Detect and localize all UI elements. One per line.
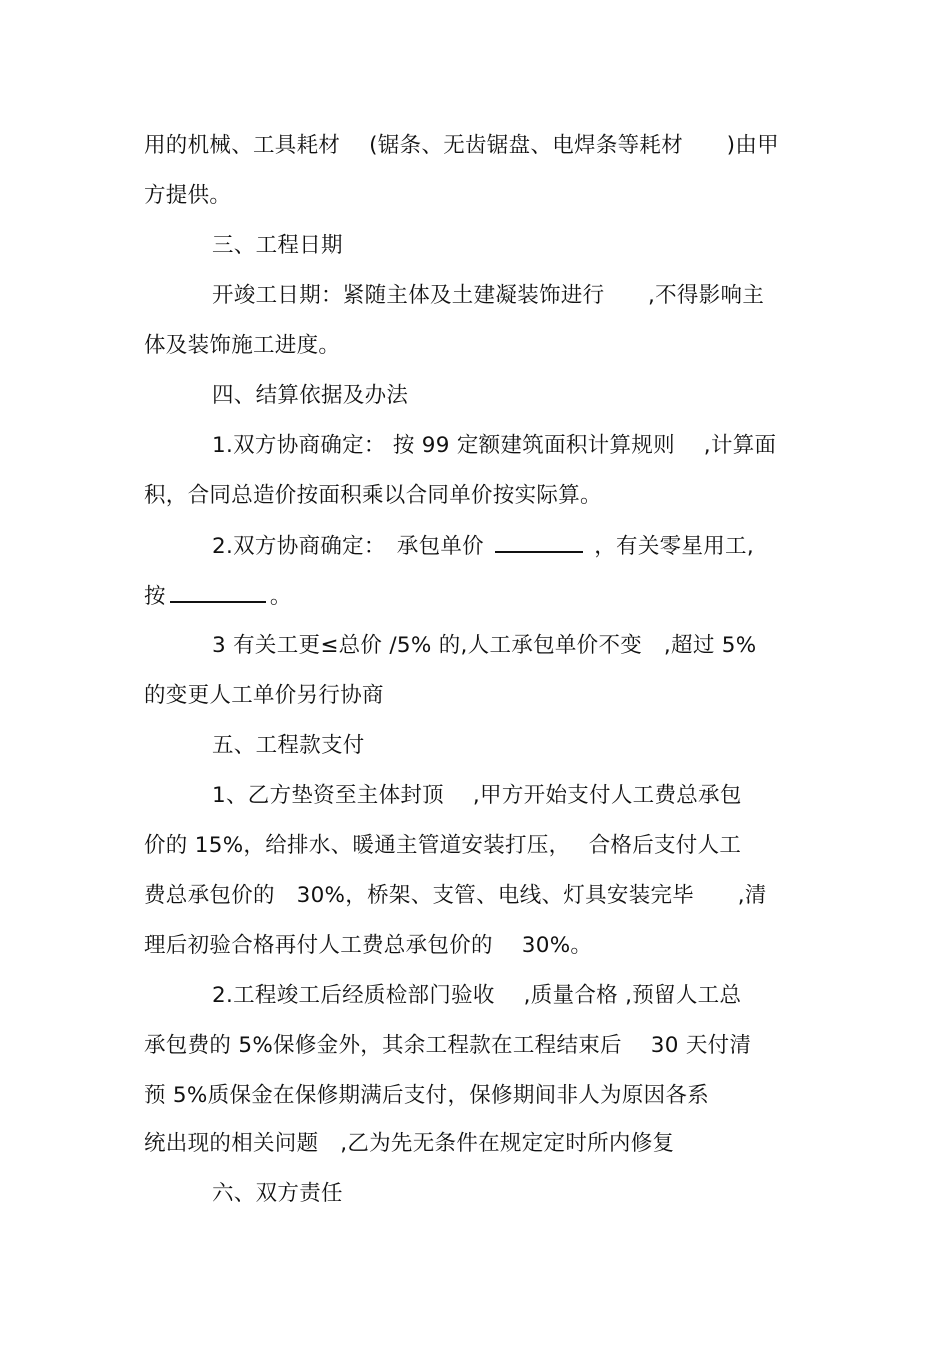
paragraph-line: 方提供。 <box>144 183 232 208</box>
unit-price-blank <box>495 531 583 553</box>
paragraph-line: 体及装饰施工进度。 <box>144 333 341 358</box>
paragraph-line: 的变更人工单价另行协商 <box>144 683 384 708</box>
section-heading-settlement: 四、结算依据及办法 <box>212 383 409 408</box>
paragraph-line: 预 5%质保金在保修期满后支付，保修期间非人为原因各系 <box>144 1083 710 1108</box>
section-heading-responsibilities: 六、双方责任 <box>212 1181 343 1206</box>
odd-jobs-blank <box>170 581 266 603</box>
paragraph-line: 3 有关工更≤总价 /5% 的,人工承包单价不变 ,超过 5% <box>212 633 757 658</box>
unit-price-text-before: 2.双方协商确定： 承包单价 <box>212 534 492 559</box>
paragraph-line: 积，合同总造价按面积乘以合同单价按实际算。 <box>144 483 602 508</box>
paragraph-line: 理后初验合格再付人工费总承包价的 30%。 <box>144 933 593 958</box>
paragraph-line: 1、乙方垫资至主体封顶 ,甲方开始支付人工费总承包 <box>212 783 742 808</box>
unit-price-text-after: ，有关零星用工, <box>587 534 754 559</box>
odd-jobs-text-after: 。 <box>269 584 292 609</box>
paragraph-line: 2.工程竣工后经质检部门验收 ,质量合格 ,预留人工总 <box>212 983 742 1008</box>
paragraph-line-unit-price <box>212 531 754 562</box>
paragraph-line: 费总承包价的 30%，桥架、支管、电线、灯具安装完毕 ,清 <box>144 883 767 908</box>
paragraph-line: 统出现的相关问题 ,乙为先无条件在规定定时所内修复 <box>144 1131 675 1156</box>
paragraph-line-odd-jobs <box>144 581 292 612</box>
section-heading-payment: 五、工程款支付 <box>212 733 365 758</box>
paragraph-line: 价的 15%，给排水、暖通主管道安装打压， 合格后支付人工 <box>144 833 742 858</box>
odd-jobs-text-before: 按 <box>144 584 166 609</box>
section-heading-schedule: 三、工程日期 <box>212 233 343 258</box>
paragraph-line: 开竣工日期：紧随主体及土建凝装饰进行 ,不得影响主 <box>212 283 765 308</box>
paragraph-line: 用的机械、工具耗材 (锯条、无齿锯盘、电焊条等耗材 )由甲 <box>144 133 779 158</box>
paragraph-line: 承包费的 5%保修金外，其余工程款在工程结束后 30 天付清 <box>144 1033 752 1058</box>
paragraph-line: 1.双方协商确定： 按 99 定额建筑面积计算规则 ,计算面 <box>212 433 777 458</box>
